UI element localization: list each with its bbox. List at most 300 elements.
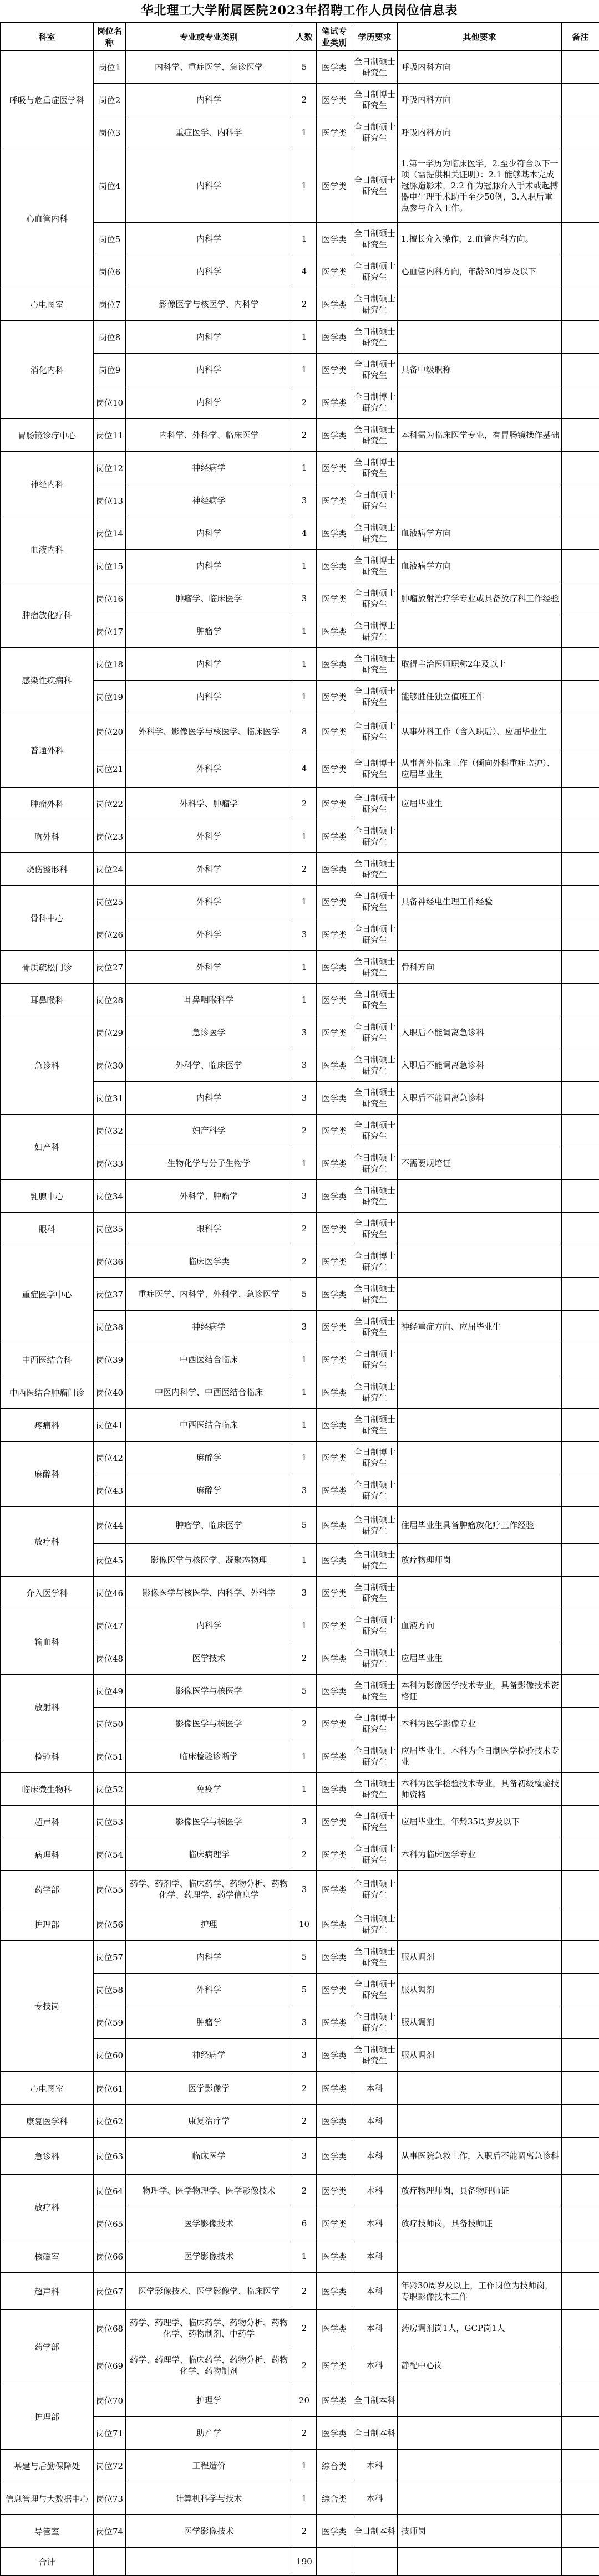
exam-cell: 医学类 bbox=[317, 1740, 352, 1773]
education-cell: 全日制硕士研究生 bbox=[352, 1213, 398, 1245]
header-position: 岗位名称 bbox=[94, 23, 126, 51]
major-cell: 影像医学与核医学、内科学 bbox=[126, 288, 292, 321]
exam-cell: 医学类 bbox=[317, 1147, 352, 1180]
education-cell: 全日制博士研究生 bbox=[352, 1245, 398, 1278]
count-cell: 2 bbox=[292, 2515, 317, 2548]
position-cell: 岗位24 bbox=[94, 853, 126, 886]
note-cell bbox=[562, 1507, 599, 1544]
other-req-cell bbox=[398, 2105, 562, 2138]
major-cell: 医学影像技术 bbox=[126, 2240, 292, 2273]
other-req-cell: 本科为临床医学专业 bbox=[398, 1838, 562, 1871]
count-cell: 1 bbox=[292, 984, 317, 1016]
table-row bbox=[1, 1609, 599, 1642]
count-cell: 1 bbox=[292, 886, 317, 918]
exam-cell: 医学类 bbox=[317, 1908, 352, 1941]
count-cell: 2 bbox=[292, 2310, 317, 2347]
major-cell: 医学影像技术 bbox=[126, 2207, 292, 2240]
education-cell: 本科 bbox=[352, 2240, 398, 2273]
other-req-cell: 从事普外临床工作（倾向外科重症监护）、应届毕业生 bbox=[398, 750, 562, 788]
dept-cell: 烧伤整形科 bbox=[1, 853, 94, 886]
note-cell bbox=[562, 615, 599, 648]
position-cell: 岗位2 bbox=[94, 84, 126, 116]
position-cell: 岗位65 bbox=[94, 2207, 126, 2240]
education-cell: 全日制硕士研究生 bbox=[352, 984, 398, 1016]
major-cell: 中西医结合临床 bbox=[126, 1409, 292, 1442]
table-row bbox=[1, 1941, 599, 1974]
position-cell: 岗位63 bbox=[94, 2138, 126, 2175]
position-cell: 岗位73 bbox=[94, 2482, 126, 2515]
note-cell bbox=[562, 419, 599, 452]
exam-cell: 医学类 bbox=[317, 1343, 352, 1376]
exam-cell: 医学类 bbox=[317, 582, 352, 615]
count-cell: 5 bbox=[292, 51, 317, 84]
note-cell bbox=[562, 149, 599, 223]
position-cell: 岗位46 bbox=[94, 1577, 126, 1609]
education-cell: 全日制硕士研究生 bbox=[352, 1016, 398, 1049]
exam-cell: 医学类 bbox=[317, 1871, 352, 1908]
education-cell: 本科 bbox=[352, 2273, 398, 2310]
count-cell: 1 bbox=[292, 2240, 317, 2273]
major-cell: 免疫学 bbox=[126, 1773, 292, 1806]
dept-cell: 妇产科 bbox=[1, 1115, 94, 1180]
other-req-cell bbox=[398, 1115, 562, 1147]
dept-cell: 介入医学科 bbox=[1, 1577, 94, 1609]
position-cell: 岗位14 bbox=[94, 517, 126, 550]
position-cell: 岗位28 bbox=[94, 984, 126, 1016]
note-cell bbox=[562, 2347, 599, 2384]
dept-cell: 检验科 bbox=[1, 1740, 94, 1773]
count-cell: 3 bbox=[292, 1016, 317, 1049]
major-cell: 内科学 bbox=[126, 1609, 292, 1642]
count-cell: 1 bbox=[292, 681, 317, 713]
other-req-cell: 呼吸内科方向 bbox=[398, 84, 562, 116]
education-cell: 本科 bbox=[352, 2105, 398, 2138]
position-cell: 岗位20 bbox=[94, 713, 126, 750]
exam-cell: 医学类 bbox=[317, 2515, 352, 2548]
note-cell bbox=[562, 354, 599, 386]
exam-cell: 医学类 bbox=[317, 713, 352, 750]
dept-cell: 专技岗 bbox=[1, 1941, 94, 2072]
note-cell bbox=[562, 2105, 599, 2138]
position-cell: 岗位45 bbox=[94, 1544, 126, 1577]
table-row bbox=[1, 1773, 599, 1806]
education-cell: 全日制硕士研究生 bbox=[352, 1908, 398, 1941]
position-cell: 岗位42 bbox=[94, 1442, 126, 1474]
total-other bbox=[398, 2548, 562, 2576]
table-row bbox=[1, 853, 599, 886]
other-req-cell bbox=[398, 1180, 562, 1213]
dept-cell: 肿瘤放化疗科 bbox=[1, 582, 94, 648]
table-row bbox=[1, 2273, 599, 2310]
position-cell: 岗位47 bbox=[94, 1609, 126, 1642]
note-cell bbox=[562, 116, 599, 149]
exam-cell: 医学类 bbox=[317, 886, 352, 918]
note-cell bbox=[562, 1675, 599, 1708]
major-cell: 肿瘤学、临床医学 bbox=[126, 582, 292, 615]
header-other: 其他要求 bbox=[398, 23, 562, 51]
count-cell: 20 bbox=[292, 2384, 317, 2417]
count-cell: 1 bbox=[292, 550, 317, 582]
position-cell: 岗位21 bbox=[94, 750, 126, 788]
exam-cell: 医学类 bbox=[317, 615, 352, 648]
education-cell: 全日制硕士研究生 bbox=[352, 288, 398, 321]
other-req-cell: 1.第一学历为临床医学，2.至少符合以下一项（需提供相关证明）：2.1 能够基本完成冠脉造影术，2.2 作为冠脉介入手术或起搏器电生理手术助手至少50例，3.入职后重点参与介入工作。 bbox=[398, 149, 562, 223]
major-cell: 影像医学与核医学 bbox=[126, 1708, 292, 1740]
table-row bbox=[1, 1245, 599, 1278]
exam-cell: 医学类 bbox=[317, 1577, 352, 1609]
note-cell bbox=[562, 820, 599, 853]
dept-cell: 呼吸与危重症医学科 bbox=[1, 51, 94, 149]
dept-cell: 护理部 bbox=[1, 2384, 94, 2450]
position-cell: 岗位44 bbox=[94, 1507, 126, 1544]
count-cell: 2 bbox=[292, 2175, 317, 2207]
position-cell: 岗位55 bbox=[94, 1871, 126, 1908]
position-cell: 岗位58 bbox=[94, 1974, 126, 2006]
education-cell: 全日制博士研究生 bbox=[352, 550, 398, 582]
position-cell: 岗位64 bbox=[94, 2175, 126, 2207]
education-cell: 全日制硕士研究生 bbox=[352, 1343, 398, 1376]
dept-cell: 感染性疾病科 bbox=[1, 648, 94, 713]
exam-cell: 医学类 bbox=[317, 2105, 352, 2138]
education-cell: 全日制硕士研究生 bbox=[352, 223, 398, 255]
table-row bbox=[1, 2515, 599, 2548]
other-req-cell bbox=[398, 615, 562, 648]
education-cell: 全日制本科 bbox=[352, 2515, 398, 2548]
major-cell: 内科学、重症医学、急诊医学 bbox=[126, 51, 292, 84]
major-cell: 康复治疗学 bbox=[126, 2105, 292, 2138]
major-cell: 肿瘤学 bbox=[126, 2006, 292, 2039]
dept-cell: 胃肠镜诊疗中心 bbox=[1, 419, 94, 452]
total-row bbox=[1, 2548, 599, 2576]
other-req-cell: 血液病学方向 bbox=[398, 550, 562, 582]
note-cell bbox=[562, 1806, 599, 1838]
other-req-cell: 神经重症方向、应届毕业生 bbox=[398, 1311, 562, 1343]
position-cell: 岗位13 bbox=[94, 484, 126, 517]
dept-cell: 血液内科 bbox=[1, 517, 94, 582]
exam-cell: 医学类 bbox=[317, 1474, 352, 1507]
major-cell: 外科学 bbox=[126, 951, 292, 984]
major-cell: 外科学、肿瘤学 bbox=[126, 1180, 292, 1213]
note-cell bbox=[562, 1016, 599, 1049]
education-cell: 本科 bbox=[352, 2138, 398, 2175]
other-req-cell: 服从调剂 bbox=[398, 2006, 562, 2039]
table-row bbox=[1, 2072, 599, 2105]
position-cell: 岗位61 bbox=[94, 2072, 126, 2105]
major-cell: 神经病学 bbox=[126, 1311, 292, 1343]
dept-cell: 放疗科 bbox=[1, 1507, 94, 1577]
dept-cell: 康复医学科 bbox=[1, 2105, 94, 2138]
education-cell: 全日制硕士研究生 bbox=[352, 648, 398, 681]
note-cell bbox=[562, 648, 599, 681]
major-cell: 肿瘤学 bbox=[126, 615, 292, 648]
other-req-cell: 住届毕业生具备肿瘤放化疗工作经验 bbox=[398, 1507, 562, 1544]
dept-cell: 导管室 bbox=[1, 2515, 94, 2548]
count-cell: 1 bbox=[292, 321, 317, 354]
other-req-cell bbox=[398, 1278, 562, 1311]
other-req-cell: 服从调剂 bbox=[398, 2039, 562, 2072]
position-cell: 岗位50 bbox=[94, 1708, 126, 1740]
dept-cell: 输血科 bbox=[1, 1609, 94, 1675]
count-cell: 3 bbox=[292, 1049, 317, 1082]
note-cell bbox=[562, 2384, 599, 2417]
other-req-cell: 血液病学方向 bbox=[398, 517, 562, 550]
note-cell bbox=[562, 1311, 599, 1343]
note-cell bbox=[562, 288, 599, 321]
education-cell: 全日制硕士研究生 bbox=[352, 517, 398, 550]
position-cell: 岗位27 bbox=[94, 951, 126, 984]
dept-cell: 超声科 bbox=[1, 2273, 94, 2310]
education-cell: 本科 bbox=[352, 2482, 398, 2515]
other-req-cell bbox=[398, 1376, 562, 1409]
dept-cell: 疼痛科 bbox=[1, 1409, 94, 1442]
table-row bbox=[1, 582, 599, 615]
note-cell bbox=[562, 321, 599, 354]
education-cell: 全日制硕士研究生 bbox=[352, 1642, 398, 1675]
exam-cell: 医学类 bbox=[317, 2072, 352, 2105]
education-cell: 全日制硕士研究生 bbox=[352, 116, 398, 149]
count-cell: 2 bbox=[292, 288, 317, 321]
exam-cell: 医学类 bbox=[317, 1278, 352, 1311]
position-cell: 岗位49 bbox=[94, 1675, 126, 1708]
dept-cell: 放射科 bbox=[1, 1675, 94, 1740]
position-cell: 岗位10 bbox=[94, 386, 126, 419]
other-req-cell bbox=[398, 918, 562, 951]
position-table bbox=[0, 22, 599, 2576]
exam-cell: 医学类 bbox=[317, 1016, 352, 1049]
other-req-cell: 入职后不能调离急诊科 bbox=[398, 1049, 562, 1082]
total-edu bbox=[352, 2548, 398, 2576]
note-cell bbox=[562, 1442, 599, 1474]
note-cell bbox=[562, 1941, 599, 1974]
major-cell: 神经病学 bbox=[126, 2039, 292, 2072]
count-cell: 3 bbox=[292, 1806, 317, 1838]
other-req-cell: 入职后不能调离急诊科 bbox=[398, 1082, 562, 1115]
table-row bbox=[1, 1442, 599, 1474]
position-cell: 岗位23 bbox=[94, 820, 126, 853]
position-cell: 岗位11 bbox=[94, 419, 126, 452]
exam-cell: 医学类 bbox=[317, 2039, 352, 2072]
education-cell: 全日制硕士研究生 bbox=[352, 2006, 398, 2039]
header-education: 学历要求 bbox=[352, 23, 398, 51]
table-row bbox=[1, 1908, 599, 1941]
education-cell: 全日制硕士研究生 bbox=[352, 2039, 398, 2072]
position-cell: 岗位35 bbox=[94, 1213, 126, 1245]
position-cell: 岗位31 bbox=[94, 1082, 126, 1115]
major-cell: 重症医学、内科学 bbox=[126, 116, 292, 149]
education-cell: 全日制硕士研究生 bbox=[352, 788, 398, 820]
exam-cell: 医学类 bbox=[317, 2417, 352, 2450]
table-row bbox=[1, 1180, 599, 1213]
major-cell: 内科学 bbox=[126, 84, 292, 116]
major-cell: 重症医学、内科学、外科学、急诊医学 bbox=[126, 1278, 292, 1311]
education-cell: 全日制本科 bbox=[352, 2417, 398, 2450]
major-cell: 药学、药剂学、临床药学、药物分析、药物化学、药理学、药学信息学 bbox=[126, 1871, 292, 1908]
exam-cell: 医学类 bbox=[317, 354, 352, 386]
table-body bbox=[1, 51, 599, 2548]
dept-cell: 基建与后勤保障处 bbox=[1, 2450, 94, 2482]
exam-cell: 医学类 bbox=[317, 1642, 352, 1675]
exam-cell: 医学类 bbox=[317, 116, 352, 149]
table-row bbox=[1, 452, 599, 484]
count-cell: 1 bbox=[292, 648, 317, 681]
exam-cell: 医学类 bbox=[317, 149, 352, 223]
education-cell: 全日制博士研究生 bbox=[352, 386, 398, 419]
other-req-cell bbox=[398, 2384, 562, 2417]
table-row bbox=[1, 951, 599, 984]
other-req-cell: 心血管内科方向，年龄30周岁及以下 bbox=[398, 255, 562, 288]
other-req-cell: 入职后不能调离急诊科 bbox=[398, 1016, 562, 1049]
other-req-cell: 技师岗 bbox=[398, 2515, 562, 2548]
other-req-cell: 静配中心岗 bbox=[398, 2347, 562, 2384]
position-cell: 岗位16 bbox=[94, 582, 126, 615]
exam-cell: 医学类 bbox=[317, 681, 352, 713]
count-cell: 1 bbox=[292, 1343, 317, 1376]
exam-cell: 医学类 bbox=[317, 2138, 352, 2175]
dept-cell: 核磁室 bbox=[1, 2240, 94, 2273]
position-cell: 岗位22 bbox=[94, 788, 126, 820]
exam-cell: 医学类 bbox=[317, 223, 352, 255]
education-cell: 全日制硕士研究生 bbox=[352, 1278, 398, 1311]
major-cell: 护理学 bbox=[126, 2384, 292, 2417]
page-title: 华北理工大学附属医院2023年招聘工作人员岗位信息表 bbox=[0, 2, 599, 19]
note-cell bbox=[562, 1115, 599, 1147]
major-cell: 内科学 bbox=[126, 149, 292, 223]
major-cell: 急诊医学 bbox=[126, 1016, 292, 1049]
count-cell: 1 bbox=[292, 820, 317, 853]
other-req-cell bbox=[398, 484, 562, 517]
note-cell bbox=[562, 918, 599, 951]
major-cell: 内科学 bbox=[126, 223, 292, 255]
table-row bbox=[1, 1806, 599, 1838]
table-row bbox=[1, 517, 599, 550]
exam-cell: 医学类 bbox=[317, 2310, 352, 2347]
header-count: 人数 bbox=[292, 23, 317, 51]
total-count: 190 bbox=[292, 2548, 317, 2576]
major-cell: 临床病理学 bbox=[126, 1838, 292, 1871]
count-cell: 1 bbox=[292, 1773, 317, 1806]
exam-cell: 医学类 bbox=[317, 1544, 352, 1577]
count-cell: 3 bbox=[292, 2006, 317, 2039]
count-cell: 1 bbox=[292, 951, 317, 984]
note-cell bbox=[562, 452, 599, 484]
count-cell: 2 bbox=[292, 386, 317, 419]
note-cell bbox=[562, 1343, 599, 1376]
education-cell: 全日制硕士研究生 bbox=[352, 1409, 398, 1442]
education-cell: 全日制硕士研究生 bbox=[352, 713, 398, 750]
major-cell: 麻醉学 bbox=[126, 1474, 292, 1507]
exam-cell: 医学类 bbox=[317, 255, 352, 288]
note-cell bbox=[562, 2175, 599, 2207]
note-cell bbox=[562, 2006, 599, 2039]
count-cell: 3 bbox=[292, 1082, 317, 1115]
note-cell bbox=[562, 1708, 599, 1740]
exam-cell: 医学类 bbox=[317, 1115, 352, 1147]
other-req-cell bbox=[398, 452, 562, 484]
note-cell bbox=[562, 1974, 599, 2006]
note-cell bbox=[562, 386, 599, 419]
exam-cell: 医学类 bbox=[317, 419, 352, 452]
other-req-cell: 应届毕业生，年龄35周岁及以下 bbox=[398, 1806, 562, 1838]
exam-cell: 医学类 bbox=[317, 1180, 352, 1213]
major-cell: 耳鼻咽喉科学 bbox=[126, 984, 292, 1016]
note-cell bbox=[562, 2138, 599, 2175]
exam-cell: 医学类 bbox=[317, 1941, 352, 1974]
note-cell bbox=[562, 1376, 599, 1409]
position-cell: 岗位33 bbox=[94, 1147, 126, 1180]
exam-cell: 医学类 bbox=[317, 1708, 352, 1740]
note-cell bbox=[562, 1871, 599, 1908]
major-cell: 内科学 bbox=[126, 550, 292, 582]
position-cell: 岗位25 bbox=[94, 886, 126, 918]
education-cell: 全日制博士研究生 bbox=[352, 615, 398, 648]
exam-cell: 医学类 bbox=[317, 918, 352, 951]
note-cell bbox=[562, 2450, 599, 2482]
count-cell: 1 bbox=[292, 1609, 317, 1642]
exam-cell: 医学类 bbox=[317, 1806, 352, 1838]
table-row bbox=[1, 648, 599, 681]
count-cell: 2 bbox=[292, 1642, 317, 1675]
count-cell: 2 bbox=[292, 419, 317, 452]
other-req-cell: 本科为医学检验技术专业，具备初级检验技师资格 bbox=[398, 1773, 562, 1806]
other-req-cell bbox=[398, 321, 562, 354]
education-cell: 全日制硕士研究生 bbox=[352, 51, 398, 84]
exam-cell: 医学类 bbox=[317, 2175, 352, 2207]
count-cell: 5 bbox=[292, 1507, 317, 1544]
count-cell: 1 bbox=[292, 149, 317, 223]
total-note bbox=[562, 2548, 599, 2576]
exam-cell: 医学类 bbox=[317, 1082, 352, 1115]
table-row bbox=[1, 820, 599, 853]
education-cell: 全日制硕士研究生 bbox=[352, 820, 398, 853]
exam-cell: 医学类 bbox=[317, 288, 352, 321]
note-cell bbox=[562, 984, 599, 1016]
major-cell: 内科学 bbox=[126, 255, 292, 288]
position-cell: 岗位72 bbox=[94, 2450, 126, 2482]
note-cell bbox=[562, 2482, 599, 2515]
education-cell: 全日制硕士研究生 bbox=[352, 1838, 398, 1871]
major-cell: 生物化学与分子生物学 bbox=[126, 1147, 292, 1180]
position-cell: 岗位3 bbox=[94, 116, 126, 149]
note-cell bbox=[562, 1908, 599, 1941]
header-dept: 科室 bbox=[1, 23, 94, 51]
other-req-cell bbox=[398, 820, 562, 853]
education-cell: 全日制硕士研究生 bbox=[352, 1544, 398, 1577]
count-cell: 2 bbox=[292, 1838, 317, 1871]
position-cell: 岗位15 bbox=[94, 550, 126, 582]
other-req-cell bbox=[398, 1409, 562, 1442]
exam-cell: 医学类 bbox=[317, 853, 352, 886]
position-cell: 岗位26 bbox=[94, 918, 126, 951]
count-cell: 3 bbox=[292, 1871, 317, 1908]
count-cell: 5 bbox=[292, 1278, 317, 1311]
dept-cell: 消化内科 bbox=[1, 321, 94, 419]
education-cell: 全日制硕士研究生 bbox=[352, 853, 398, 886]
count-cell: 3 bbox=[292, 582, 317, 615]
count-cell: 2 bbox=[292, 84, 317, 116]
other-req-cell: 具备中级职称 bbox=[398, 354, 562, 386]
education-cell: 本科 bbox=[352, 2310, 398, 2347]
position-cell: 岗位8 bbox=[94, 321, 126, 354]
position-cell: 岗位38 bbox=[94, 1311, 126, 1343]
position-cell: 岗位30 bbox=[94, 1049, 126, 1082]
exam-cell: 医学类 bbox=[317, 1442, 352, 1474]
count-cell: 1 bbox=[292, 1544, 317, 1577]
exam-cell: 医学类 bbox=[317, 1609, 352, 1642]
note-cell bbox=[562, 517, 599, 550]
other-req-cell bbox=[398, 2072, 562, 2105]
table-row bbox=[1, 2482, 599, 2515]
other-req-cell: 从事外科工作（含入职后）、应届毕业生 bbox=[398, 713, 562, 750]
